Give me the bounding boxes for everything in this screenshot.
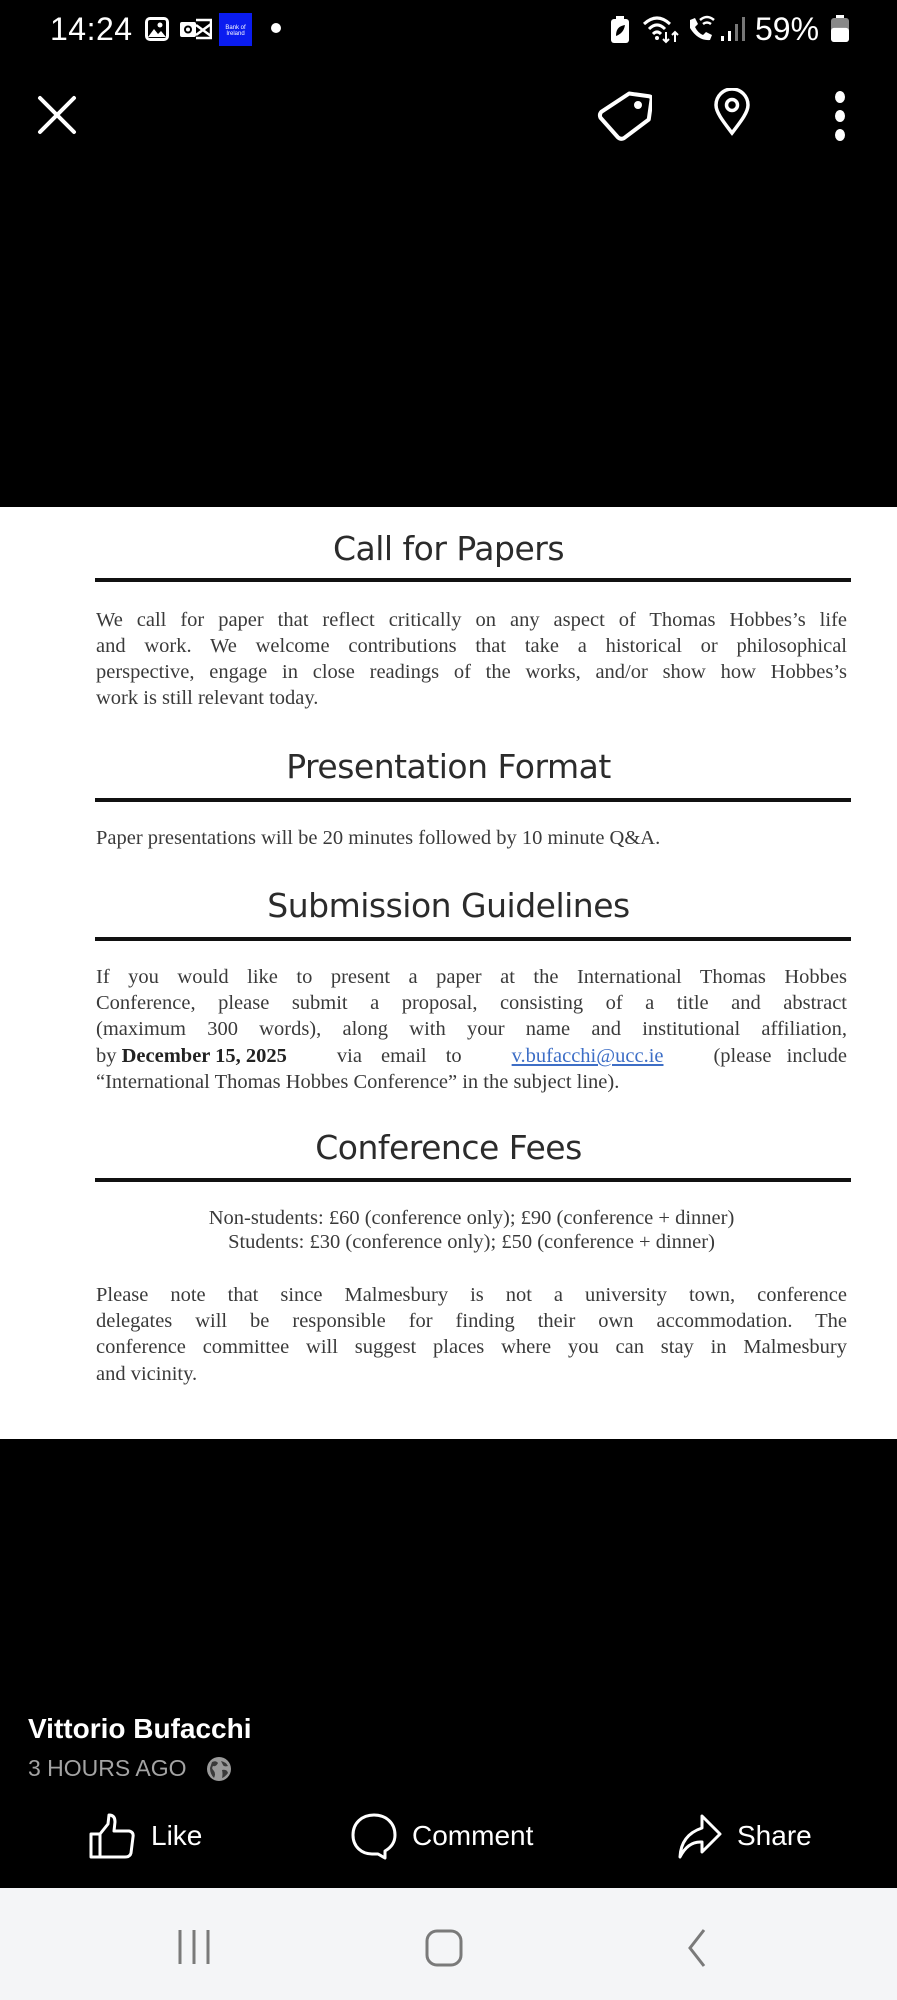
heading-submission-guidelines: Submission Guidelines [267, 886, 630, 925]
back-icon[interactable] [684, 1928, 710, 1968]
status-time: 14:24 [50, 11, 133, 47]
eco-battery-icon [610, 16, 630, 44]
email-link[interactable]: v.bufacchi@ucc.ie [511, 1045, 664, 1067]
document-image[interactable] [0, 507, 897, 1439]
gallery-icon [144, 16, 170, 42]
globe-icon [206, 1756, 232, 1782]
deadline-suffix: (please include [713, 1045, 847, 1067]
heading-call-for-papers: Call for Papers [332, 529, 565, 568]
signal-icon [720, 16, 746, 42]
comment-label: Comment [412, 1820, 534, 1851]
body-line: work is still relevant today. [96, 687, 319, 709]
share-label: Share [737, 1820, 812, 1851]
note-line: Please note that since Malmesbury is not a university town, conference [96, 1284, 847, 1306]
body-line: “International Thomas Hobbes Conference” in the subject line). [96, 1071, 620, 1093]
note-line: conference committee will suggest places where you can stay in Malmesbury [96, 1336, 847, 1358]
bank-icon-text: Bank of Ireland [225, 25, 246, 37]
heading-conference-fees: Conference Fees [315, 1128, 582, 1167]
body-line: and work. We welcome contributions that take a historical or philosophical [96, 635, 847, 657]
post-time: 3 HOURS AGO [28, 1755, 187, 1781]
deadline-prefix: by [96, 1045, 117, 1067]
section-rule [95, 937, 851, 941]
heading-presentation-format: Presentation Format [286, 747, 611, 786]
location-pin-icon[interactable] [712, 88, 752, 136]
body-line: (maximum 300 words), along with your name and institutional affiliation, [96, 1018, 847, 1040]
home-icon[interactable] [424, 1928, 464, 1968]
section-rule [95, 578, 851, 582]
more-options-icon[interactable] [830, 91, 850, 141]
post-author[interactable]: Vittorio Bufacchi [28, 1713, 252, 1744]
recent-apps-icon[interactable] [176, 1928, 212, 1966]
comment-button[interactable] [350, 1812, 550, 1862]
fee-line: Non-students: £60 (conference only); £90 (conference + dinner) [208, 1207, 735, 1229]
like-button[interactable] [88, 1812, 218, 1862]
deadline-middle: via email to [336, 1045, 462, 1067]
like-label: Like [151, 1820, 203, 1851]
note-line: and vicinity. [96, 1363, 198, 1385]
battery-fill [831, 28, 849, 42]
system-nav-bar [0, 1888, 897, 2000]
body-line: We call for paper that reflect critically on any aspect of Thomas Hobbes’s life [96, 609, 847, 631]
deadline-date: December 15, 2025 [121, 1045, 287, 1067]
like-icon [88, 1812, 136, 1860]
body-line: Paper presentations will be 20 minutes followed by 10 minute Q&A. [96, 827, 661, 849]
comment-icon [350, 1812, 398, 1860]
body-line: Conference, please submit a proposal, consisting of a title and abstract [96, 992, 847, 1014]
body-line: perspective, engage in close readings of the works, and/or show how Hobbes’s [96, 661, 847, 683]
close-icon[interactable] [36, 94, 78, 136]
body-line: If you would like to present a paper at the International Thomas Hobbes [96, 966, 847, 988]
section-rule [95, 1178, 851, 1182]
share-button[interactable] [675, 1812, 825, 1862]
wifi-calling-icon [686, 14, 716, 44]
deadline-line [96, 1043, 847, 1069]
notification-dot-icon [271, 23, 281, 33]
note-line: delegates will be responsible for finding their own accommodation. The [96, 1310, 847, 1332]
tag-icon[interactable] [596, 90, 652, 142]
share-icon [675, 1812, 723, 1860]
wifi-icon [642, 14, 682, 44]
battery-percent: 59% [755, 11, 820, 47]
bank-of-ireland-icon [219, 13, 252, 46]
fee-line: Students: £30 (conference only); £50 (conference + dinner) [228, 1231, 715, 1253]
outlook-icon [180, 16, 212, 42]
battery-icon [830, 15, 850, 43]
section-rule [95, 798, 851, 802]
